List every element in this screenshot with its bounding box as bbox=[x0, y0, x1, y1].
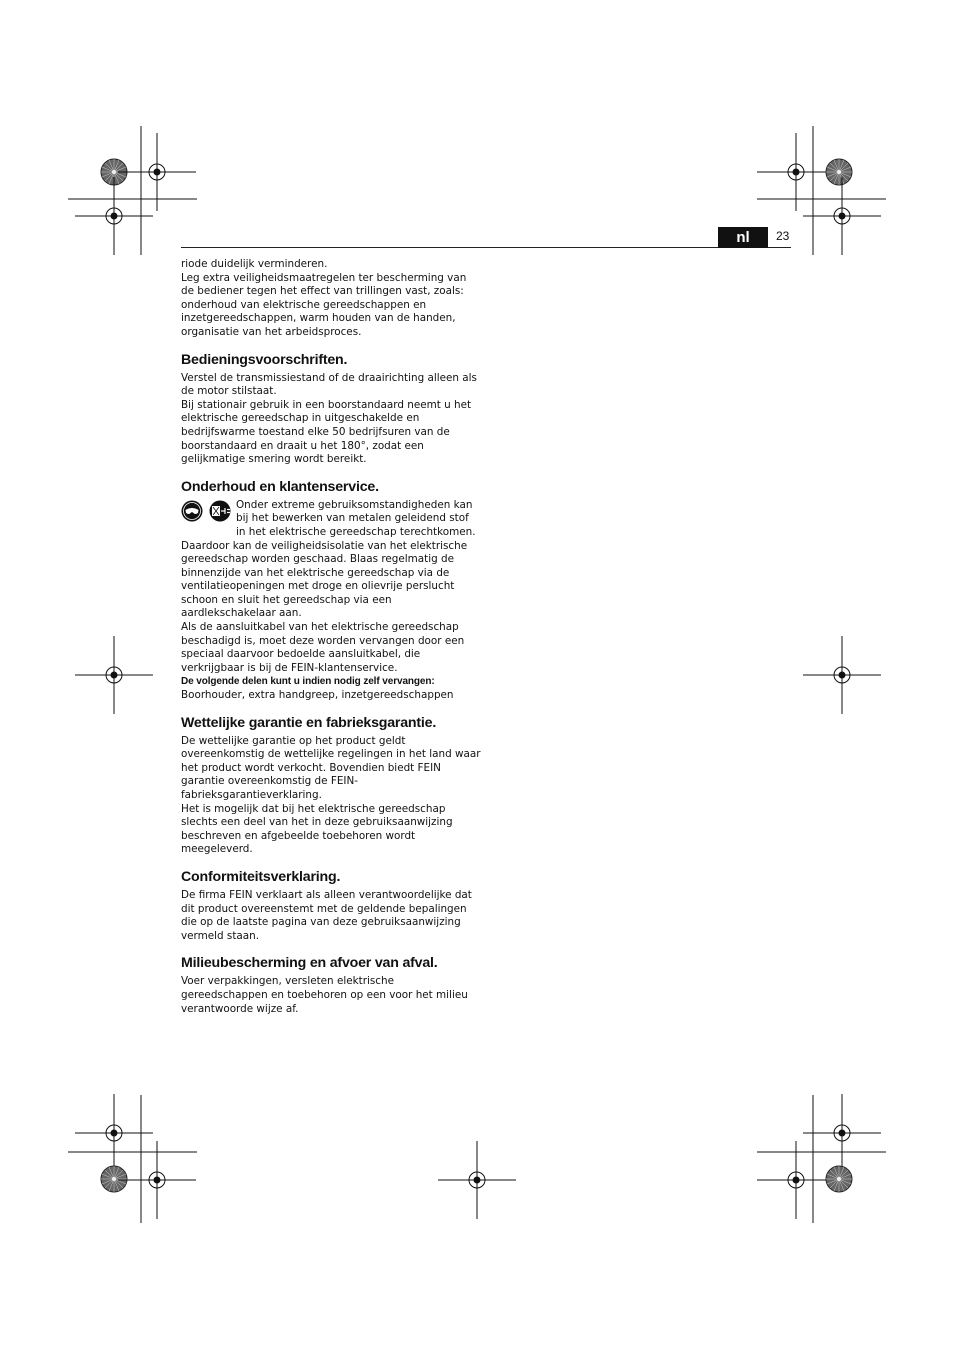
rcd-plug-icon bbox=[210, 500, 231, 521]
color-wheel-icon bbox=[826, 1166, 852, 1192]
paragraph: Verstel de transmissiestand of de draairichting alleen als de motor stilstaat. bbox=[181, 371, 477, 398]
paragraph: Het is mogelijk dat bij het elektrische gereedschap slechts een deel van het in deze gebruiksaanwijzing beschreven en afgebeelde toebehoren wordt meegeleverd. bbox=[181, 802, 453, 856]
intro-paragraph: Leg extra veiligheidsmaatregelen ter bescherming van de bediener tegen het effect van trillingen vast, zoals: onderhoud van elektrische gereedschappen en inzetgereedschappen, warm houden van de handen, organisatie van het arbeidsproces. bbox=[181, 271, 467, 338]
registration-mark-icon bbox=[438, 1141, 516, 1219]
paragraph: De wettelijke garantie op het product geldt overeenkomstig de wettelijke regelingen in het land waar het product wordt verkocht. Bovendien biedt FEIN garantie overeenkomstig de FEIN-fabrieksgarantieverklaring. bbox=[181, 734, 481, 801]
paragraph: Bij stationair gebruik in een boorstandaard neemt u het elektrische gereedschap in uitgeschakelde en bedrijfswarme toestand elke 50 bedrijfsuren van de boorstandaard en draait u het 180°, zodat een gelijkmatige smering wordt bereikt. bbox=[181, 398, 472, 466]
registration-mark-icon bbox=[803, 636, 881, 714]
paragraph: Daardoor kan de veiligheidsisolatie van het elektrische gereedschap worden geschaad. Blaas regelmatig de binnenzijde van het elektrische gereedschap via de ventilatieopeningen met droge en olievrije perslucht schoon en sluit het gereedschap via een aardlekschakelaar aan. bbox=[181, 539, 468, 620]
text-column bbox=[181, 258, 481, 1016]
warning-block bbox=[181, 499, 481, 540]
section-heading: Milieubescherming en afvoer van afval. bbox=[181, 955, 438, 972]
header-rule bbox=[181, 247, 791, 248]
color-wheel-icon bbox=[101, 1166, 127, 1192]
safety-icons bbox=[181, 500, 233, 522]
paragraph: Als de aansluitkabel van het elektrische gereedschap beschadigd is, moet deze worden vervangen door een speciaal daarvoor bedoelde aansluitkabel, die verkrijgbaar is bij de FEIN-klantenservice. bbox=[181, 621, 465, 674]
language-tab: nl bbox=[718, 227, 768, 248]
color-wheel-icon bbox=[826, 159, 852, 185]
registration-mark-icon bbox=[118, 1141, 196, 1219]
replaceable-parts-note: De volgende delen kunt u indien nodig zelf vervangen: bbox=[181, 676, 435, 688]
section-heading: Conformiteitsverklaring. bbox=[181, 868, 341, 885]
replaceable-parts-list: Boorhouder, extra handgreep, inzetgereedschappen bbox=[181, 689, 454, 702]
paragraph: De firma FEIN verklaart als alleen verantwoordelijke dat dit product overeenstemt met de geldende bepalingen die op de laatste pagina van deze gebruiksaanwijzing vermeld staan. bbox=[181, 888, 472, 942]
warning-text: Onder extreme gebruiksomstandigheden kan bij het bewerken van metalen geleidend stof in het elektrische gereedschap terechtkomen. bbox=[236, 498, 476, 538]
page-number: 23 bbox=[776, 229, 790, 243]
section-heading: Wettelijke garantie en fabrieksgarantie. bbox=[181, 714, 437, 731]
intro-paragraph: riode duidelijk verminderen. bbox=[181, 258, 328, 270]
registration-mark-icon bbox=[75, 636, 153, 714]
section-heading: Onderhoud en klantenservice. bbox=[181, 478, 379, 495]
registration-mark-icon bbox=[803, 177, 881, 255]
registration-mark-icon bbox=[757, 1141, 835, 1219]
eye-protection-icon bbox=[182, 500, 203, 521]
paragraph: Voer verpakkingen, versleten elektrische gereedschappen en toebehoren op een voor het milieu verantwoorde wijze af. bbox=[181, 975, 468, 1015]
section-heading: Bedieningsvoorschriften. bbox=[181, 351, 348, 368]
registration-mark-icon bbox=[803, 1094, 881, 1172]
